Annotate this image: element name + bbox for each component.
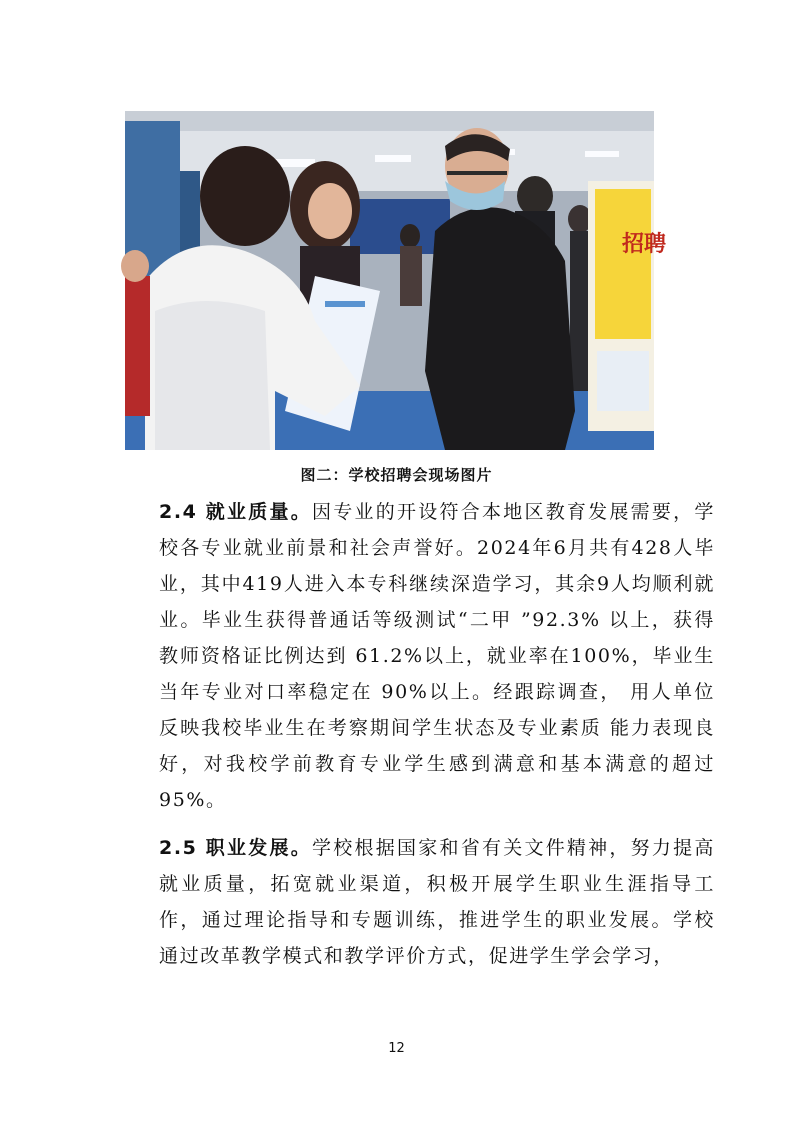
section-2-5-body: 学校根据国家和省有关文件精神，努力提高就业质量，拓宽就业渠道，积极开展学生职业生涯指导工作，通过理论指导和专题训练，推进学生的职业发展。学校通过改革教学模式和教学评价方式，促进学生学会学习， (159, 837, 716, 967)
section-2-4-paragraph (121, 494, 715, 818)
section-2-4-number: 2.4 (159, 501, 198, 523)
recruitment-fair-photo (125, 111, 667, 450)
section-2-4-body: 因专业的开设符合本地区教育发展需要，学校各专业就业前景和社会声誉好。2024年6月共有428人毕业，其中419人进入本专科继续深造学习，其余9人均顺利就业。毕业生获得普通话等级测试“二甲 ”92.3% 以上，获得教师资格证比例达到 61.2%以上，就业率在100%，毕业生当年专业对口率稳定在 90%以上。经跟踪调查， 用人单位反映我校毕业生在考察期间学生状态及专业素质 能力表现良好，对我校学前教育专业学生感到满意和基本满意的超过95%。 (159, 501, 716, 811)
section-2-5-paragraph (121, 830, 715, 974)
page-number: 12 (388, 1041, 405, 1056)
section-2-4-heading: 就业质量。 (205, 501, 312, 523)
poster-text: 招聘 (622, 232, 667, 257)
figure-caption: 图二：学校招聘会现场图片 (300, 466, 493, 484)
section-2-5-number: 2.5 (159, 837, 198, 859)
section-2-5-heading: 职业发展。 (205, 837, 312, 859)
